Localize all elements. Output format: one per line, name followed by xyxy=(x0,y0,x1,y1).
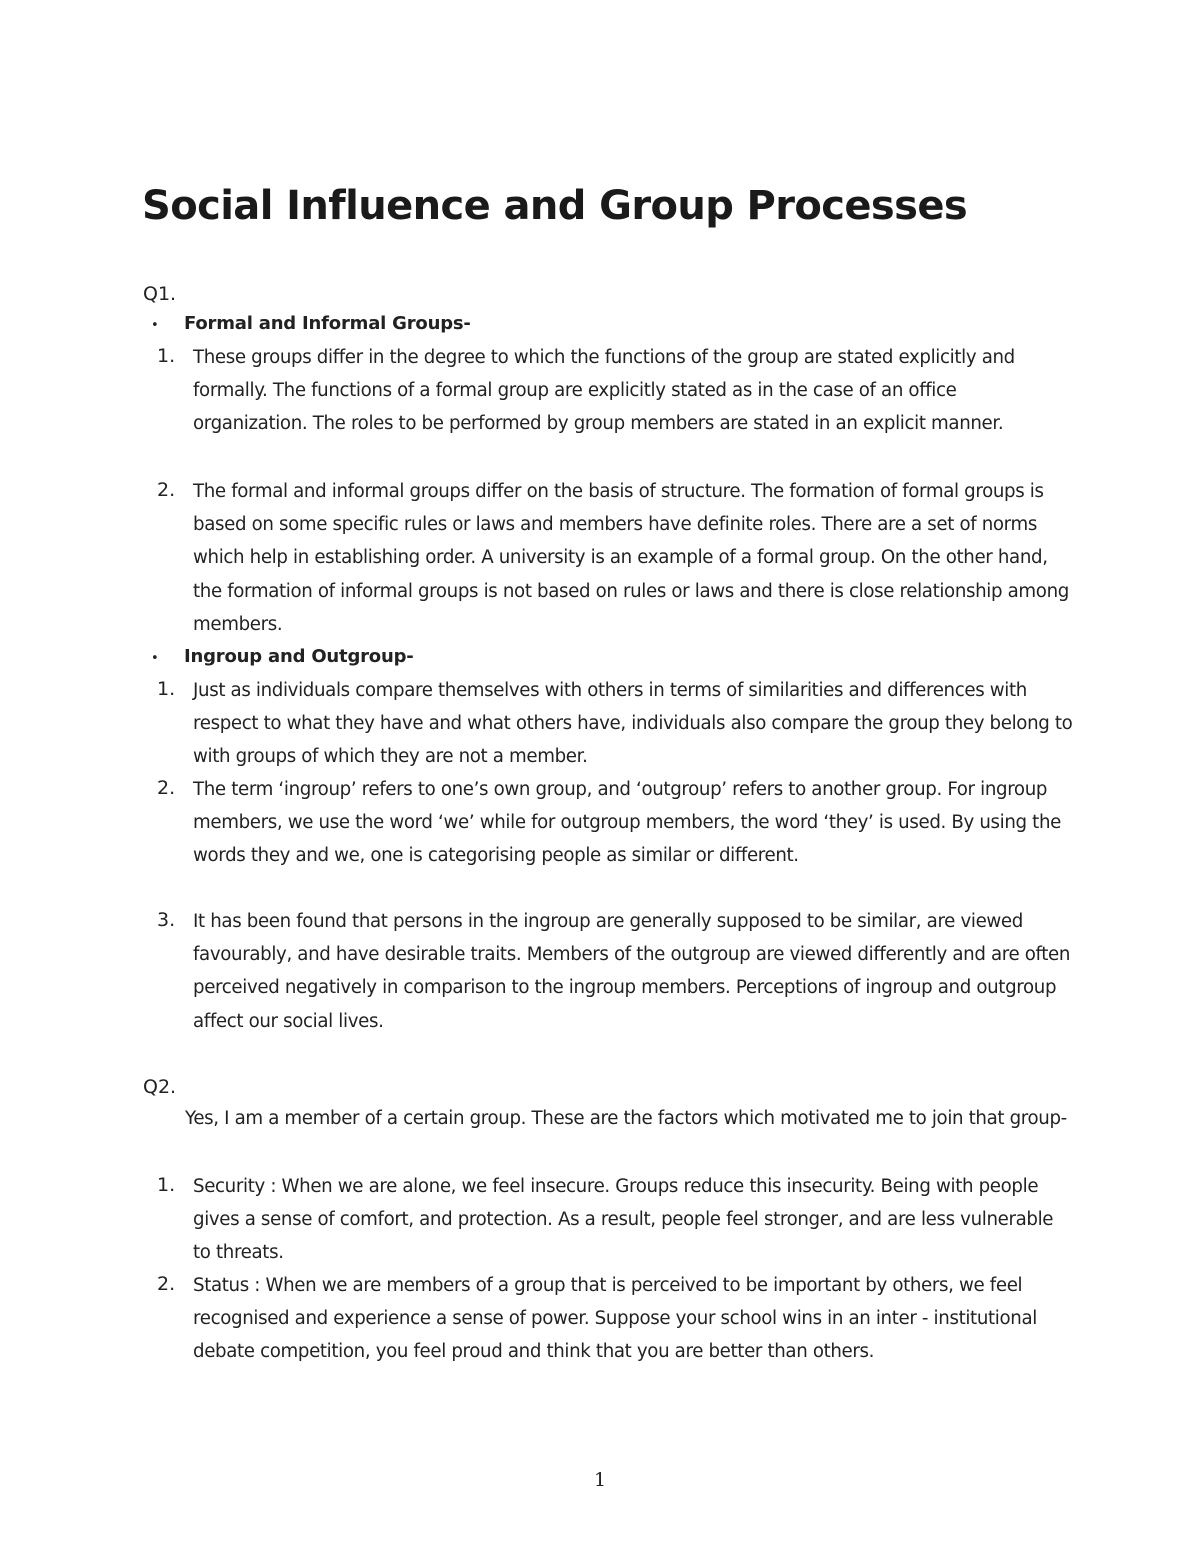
list-number: 1. xyxy=(157,678,176,700)
list-number: 1. xyxy=(157,1174,176,1196)
bullet-icon: • xyxy=(151,651,159,666)
list-item-text: It has been found that persons in the ingroup are generally supposed to be similar, are viewed favourably, and have desirable traits. Members of the outgroup are viewed differently and are often perceived negatively in comparison to the ingroup members. Perceptions of ingroup and outgroup affect our social lives. xyxy=(193,911,1071,1032)
list-item-text: Security : When we are alone, we feel insecure. Groups reduce this insecurity. Being with people gives a sense of comfort, and protection. As a result, people feel stronger, and are less vulnerable to threats. xyxy=(193,1176,1054,1264)
question-2-intro: Yes, I am a member of a certain group. These are the factors which motivated me to join that group- xyxy=(185,1108,1067,1129)
list-number: 3. xyxy=(157,909,176,931)
list-number: 2. xyxy=(157,1273,176,1295)
list-number: 2. xyxy=(157,479,176,501)
section-heading-ingroup-outgroup: Ingroup and Outgroup- xyxy=(184,646,414,667)
list-item-text: Just as individuals compare themselves with others in terms of similarities and differences with respect to what they have and what others have, individuals also compare the group they belong to with groups of which they are not a member. xyxy=(193,680,1073,768)
section-heading-formal-informal: Formal and Informal Groups- xyxy=(184,313,471,334)
document-title: Social Influence and Group Processes xyxy=(142,183,968,229)
question-1-label: Q1. xyxy=(143,283,177,305)
list-item-text: The formal and informal groups differ on the basis of structure. The formation of formal groups is based on some specific rules or laws and members have definite roles. There are a set of norms which help in establishing order. A university is an example of a formal group. On the other hand, the formation of informal groups is not based on rules or laws and there is close relationship among members. xyxy=(193,481,1069,635)
list-item-text: These groups differ in the degree to which the functions of the group are stated explicitly and formally. The functions of a formal group are explicitly stated as in the case of an office organization. The roles to be performed by group members are stated in an explicit manner. xyxy=(193,347,1015,435)
list-item-text: The term ‘ingroup’ refers to one’s own group, and ‘outgroup’ refers to another group. For ingroup members, we use the word ‘we’ while for outgroup members, the word ‘they’ is used. By using the words they and we, one is categorising people as similar or different. xyxy=(193,779,1061,867)
bullet-icon: • xyxy=(151,318,159,333)
list-number: 2. xyxy=(157,777,176,799)
question-2-label: Q2. xyxy=(143,1076,177,1098)
list-number: 1. xyxy=(157,345,176,367)
page-number: 1 xyxy=(594,1469,607,1491)
list-item-text: Status : When we are members of a group that is perceived to be important by others, we feel recognised and experience a sense of power. Suppose your school wins in an inter - institutional debate competition, you feel proud and think that you are better than others. xyxy=(193,1275,1037,1363)
